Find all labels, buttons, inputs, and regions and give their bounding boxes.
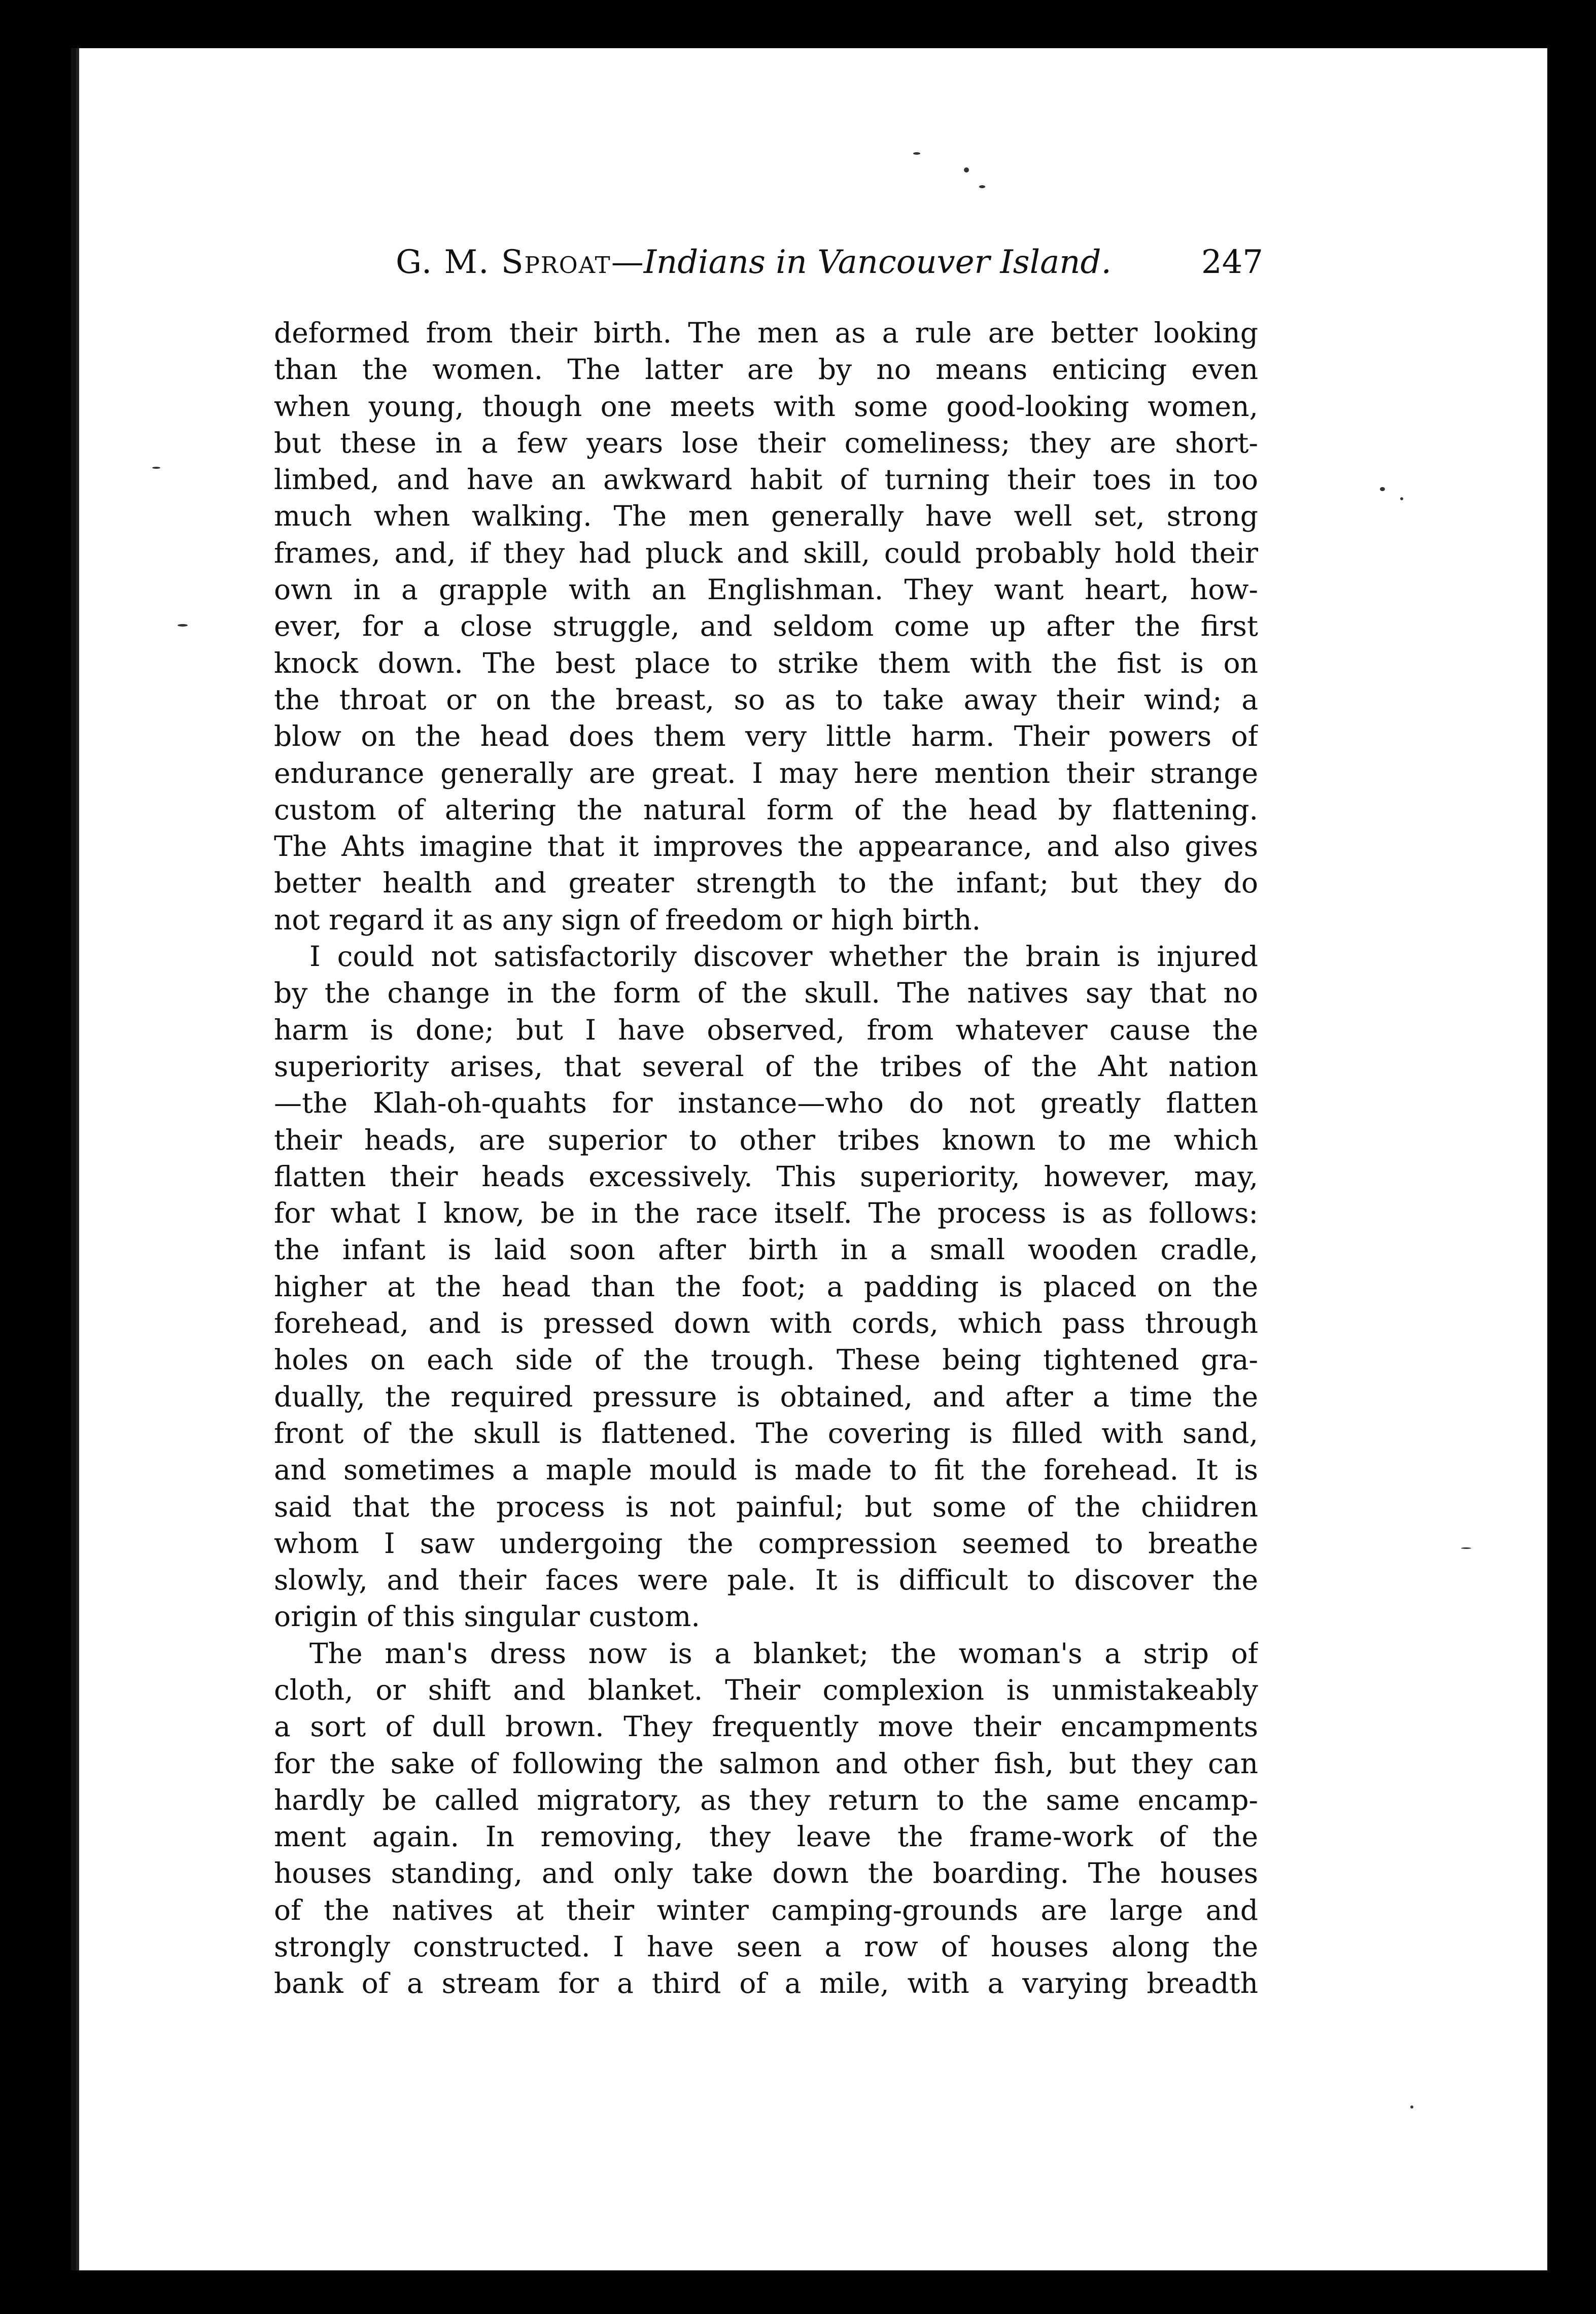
text-line: dually, the required pressure is obtained, and after a time the [274,1380,1258,1413]
text-line: origin of this singular custom. [274,1600,700,1633]
text-line: of the natives at their winter camping-grounds are large and [274,1893,1258,1926]
text-line: harm is done; but I have observed, from whatever cause the [274,1013,1258,1046]
header-author: G. M. Sproat [396,244,611,281]
text-line: the throat or on the breast, so as to take away their wind; a [274,683,1258,716]
speck [979,185,985,188]
paragraph [274,938,1258,1635]
text-line: I could not satisfactorily discover whether the brain is injured [309,940,1258,973]
text-line: but these in a few years lose their comeliness; they are short- [274,426,1258,459]
text-line: own in a grapple with an Englishman. They want heart, how- [274,573,1258,606]
speck [152,467,160,469]
paragraph [274,1635,1258,2002]
text-line: deformed from their birth. The men as a rule are better looking [274,317,1258,349]
text-line: frames, and, if they had pluck and skill, could probably hold their [274,536,1258,569]
text-line: The Ahts imagine that it improves the appearance, and also gives [274,830,1258,863]
text-line: for the sake of following the salmon and other fish, but they can [274,1747,1258,1780]
text-line: better health and greater strength to the infant; but they do [274,867,1258,900]
text-line: The man's dress now is a blanket; the woman's a strip of [309,1637,1258,1670]
text-line: when young, though one meets with some good-looking women, [274,390,1258,423]
text-line: for what I know, be in the race itself. The process is as follows: [274,1197,1258,1230]
text-line: by the change in the form of the skull. The natives say that no [274,977,1258,1010]
header-title: Indians in Vancouver Island. [643,244,1112,281]
text-line: slowly, and their faces were pale. It is difficult to discover the [274,1564,1258,1597]
speck [1400,497,1403,500]
text-line: ever, for a close struggle, and seldom come up after the first [274,610,1258,643]
text-line: higher at the head than the foot; a padding is placed on the [274,1270,1258,1303]
text-line: and sometimes a maple mould is made to fit the forehead. It is [274,1454,1258,1487]
text-line: bank of a stream for a third of a mile, with a varying breadth [274,1967,1258,2000]
speck [1461,1547,1471,1549]
text-line: said that the process is not painful; but some of the chiidren [274,1490,1258,1523]
text-line: superiority arises, that several of the tribes of the Aht nation [274,1050,1258,1083]
text-line: blow on the head does them very little harm. Their powers of [274,720,1258,753]
text-line: endurance generally are great. I may here mention their strange [274,756,1258,789]
speck [178,624,188,627]
text-line: holes on each side of the trough. These being tightened gra- [274,1343,1258,1376]
text-line: limbed, and have an awkward habit of turning their toes in too [274,463,1258,496]
text-line: flatten their heads excessively. This superiority, however, may, [274,1160,1258,1193]
speck [1410,2105,1413,2109]
text-line: hardly be called migratory, as they return to the same encamp- [274,1783,1258,1816]
text-line: the infant is laid soon after birth in a small wooden cradle, [274,1233,1258,1266]
running-title: G. M. Sproat—Indians in Vancouver Island. [396,244,1112,281]
text-line: cloth, or shift and blanket. Their complexion is unmistakeably [274,1673,1258,1706]
text-line: strongly constructed. I have seen a row of houses along the [274,1930,1258,1963]
page-number: 247 [1201,244,1263,281]
running-header [396,244,1263,289]
text-line: forehead, and is pressed down with cords, which pass through [274,1307,1258,1340]
speck [913,152,920,155]
speck [964,167,969,172]
text-line: —the Klah-oh-quahts for instance—who do not greatly flatten [274,1087,1258,1120]
text-line: knock down. The best place to strike them with the fist is on [274,646,1258,679]
text-line: much when walking. The men generally have well set, strong [274,500,1258,533]
text-line: custom of altering the natural form of the head by flattening. [274,793,1258,826]
text-line: than the women. The latter are by no means enticing even [274,353,1258,386]
text-line: their heads, are superior to other tribes known to me which [274,1123,1258,1156]
text-line: whom I saw undergoing the compression seemed to breathe [274,1527,1258,1560]
text-line: houses standing, and only take down the boarding. The houses [274,1857,1258,1890]
text-line: not regard it as any sign of freedom or high birth. [274,903,981,936]
text-line: front of the skull is flattened. The covering is filled with sand, [274,1417,1258,1449]
text-line: a sort of dull brown. They frequently move their encampments [274,1710,1258,1743]
text-line: ment again. In removing, they leave the frame-work of the [274,1820,1258,1853]
paragraph [274,315,1258,938]
speck [1380,487,1385,491]
binding-edge [76,48,79,2270]
body-text [274,315,1258,2002]
